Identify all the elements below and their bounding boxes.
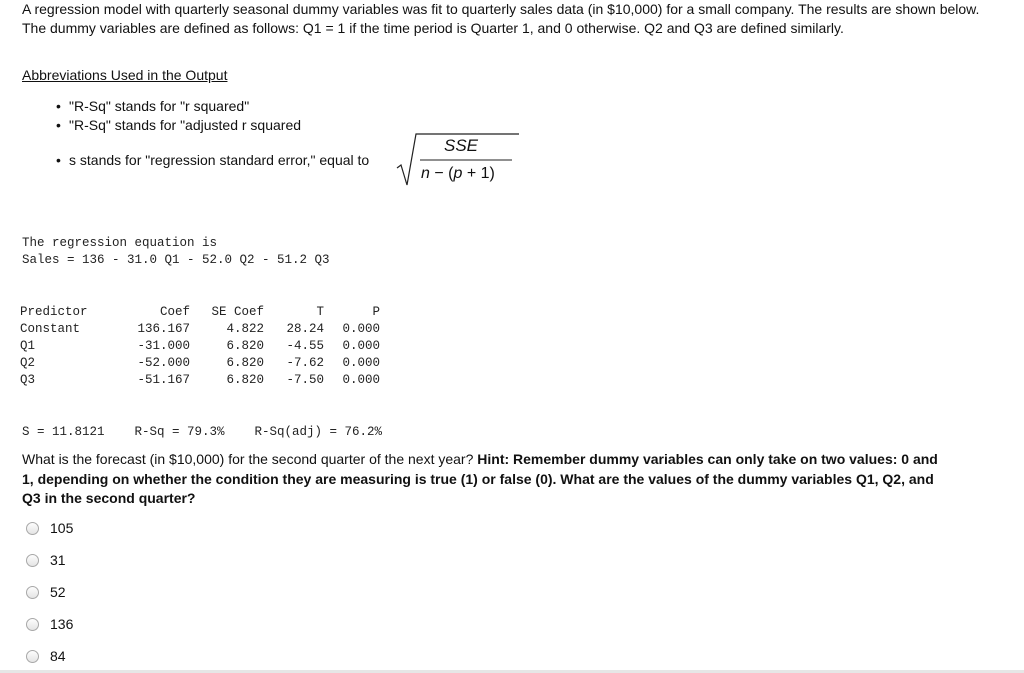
radio-button[interactable] (26, 650, 39, 663)
regression-equation-label: The regression equation is (22, 236, 218, 250)
table-header-row (20, 303, 380, 320)
formula-numerator: SSE (444, 136, 479, 155)
table-cell: 6.820 (226, 338, 264, 353)
bullet-icon: • (56, 98, 61, 114)
abbreviation-text: "R-Sq" stands for "r squared" (69, 98, 250, 114)
abbreviation-text: s stands for "regression standard error," equal to (69, 152, 370, 168)
answer-option[interactable] (26, 519, 73, 537)
answer-option-label: 84 (50, 648, 66, 664)
abbreviations-heading: Abbreviations Used in the Output (22, 67, 228, 83)
radio-button[interactable] (26, 522, 39, 535)
table-row (20, 371, 380, 388)
question-prompt (22, 450, 952, 509)
question-text: What is the forecast (in $10,000) for the second quarter of the next year? (22, 451, 478, 467)
table-cell: 0.000 (342, 355, 380, 370)
table-cell: Q3 (20, 372, 36, 387)
table-cell: -51.167 (137, 372, 190, 387)
table-cell: 0.000 (342, 372, 380, 387)
formula-denominator: n − (p + 1) (421, 165, 495, 182)
table-cell: Constant (20, 321, 81, 336)
answer-option[interactable] (26, 615, 73, 633)
answer-option-label: 31 (50, 552, 66, 568)
standard-error-formula (396, 130, 520, 190)
table-row (20, 320, 380, 337)
table-row (20, 337, 380, 354)
column-header: Predictor (20, 304, 88, 319)
table-cell: Q2 (20, 355, 36, 370)
question-hint: Hint: Remember dummy variables can only take on two values: 0 and 1, depending on whether the condition they are measuring is true (1) or false (0). What are the values of the dummy variables Q1, Q2, and Q3 in the second quarter? (22, 451, 938, 506)
table-row (20, 354, 380, 371)
table-cell: -4.55 (286, 338, 324, 353)
column-header: Coef (159, 304, 190, 319)
model-summary-stats: S = 11.8121 R-Sq = 79.3% R-Sq(adj) = 76.2% (22, 425, 383, 439)
radio-button[interactable] (26, 554, 39, 567)
answer-option[interactable] (26, 647, 66, 665)
table-cell: 0.000 (342, 321, 380, 336)
table-cell: 6.820 (226, 372, 264, 387)
column-header: T (316, 304, 324, 319)
problem-intro: A regression model with quarterly seasonal dummy variables was fit to quarterly sales data (in $10,000) for a small company. The results are shown below. The dummy variables are defined as follows: Q1 = 1 if the time period is Quarter 1, and 0 otherwise. Q2 and Q3 are defined similarly. (22, 1, 980, 36)
table-cell: Q1 (20, 338, 36, 353)
regression-equation: Sales = 136 - 31.0 Q1 - 52.0 Q2 - 51.2 Q3 (22, 253, 330, 267)
bullet-icon: • (56, 117, 61, 133)
radio-button[interactable] (26, 586, 39, 599)
abbreviation-text: "R-Sq" stands for "adjusted r squared (69, 117, 302, 133)
table-cell: -52.000 (137, 355, 190, 370)
bullet-icon: • (56, 152, 61, 168)
answer-option-label: 105 (50, 520, 74, 536)
table-cell: 4.822 (226, 321, 264, 336)
table-cell: 0.000 (342, 338, 380, 353)
table-cell: -7.62 (286, 355, 324, 370)
answer-option[interactable] (26, 551, 66, 569)
radio-button[interactable] (26, 618, 39, 631)
column-header: SE Coef (211, 304, 264, 319)
coefficient-table (20, 303, 380, 388)
table-cell: -7.50 (286, 372, 324, 387)
table-cell: 6.820 (226, 355, 264, 370)
column-header: P (372, 304, 380, 319)
answer-option-label: 52 (50, 584, 66, 600)
table-cell: -31.000 (137, 338, 190, 353)
answer-option-label: 136 (50, 616, 74, 632)
table-cell: 28.24 (286, 321, 324, 336)
answer-option[interactable] (26, 583, 66, 601)
table-cell: 136.167 (137, 321, 190, 336)
